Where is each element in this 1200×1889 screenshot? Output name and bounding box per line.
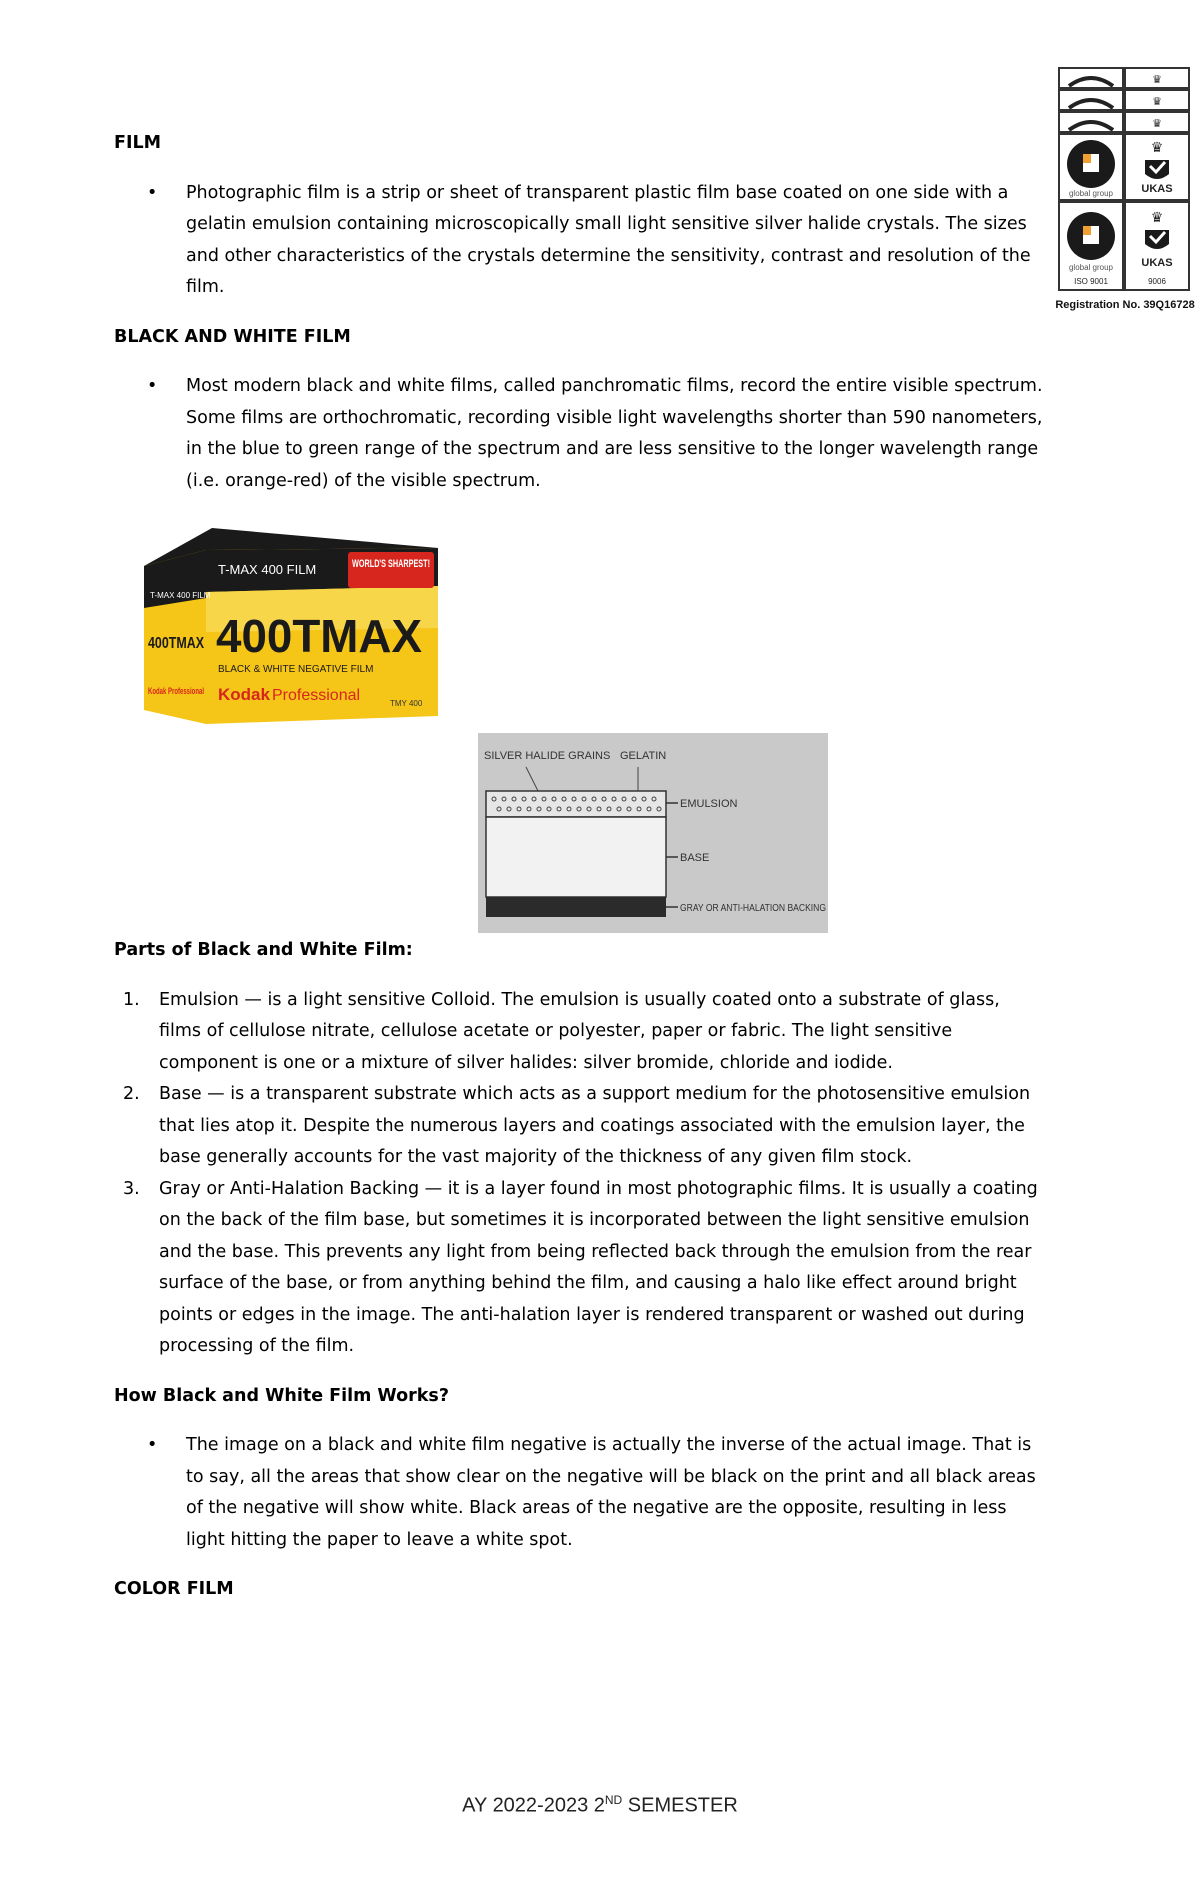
heading-how-it-works: How Black and White Film Works? <box>114 1385 449 1406</box>
how-bullets <box>114 1430 1044 1556</box>
film-bullets <box>114 178 1044 304</box>
list-item <box>114 1079 1044 1174</box>
cert-iso-label: ISO 9001 <box>1074 277 1108 286</box>
heading-film: FILM <box>114 133 162 153</box>
list-item <box>114 371 1044 497</box>
bullet-icon: • <box>147 182 158 203</box>
cert-block-2 <box>1059 202 1189 290</box>
cert-ukas-label-1: UKAS <box>1141 183 1173 195</box>
bullet-icon: • <box>147 1435 158 1455</box>
how-bullet-text: The image on a black and white film negative is actually the inverse of the actual image. That is to say, all the areas that show clear on the negative will be black on the print and all black areas of the negative will show white. Black areas of the negative are the opposite, resulting in less light hitting the paper to leave a white spot. <box>186 1435 1036 1550</box>
svg-text:♛: ♛ <box>1152 74 1162 86</box>
certification-logos <box>1055 68 1195 314</box>
footer-prefix: AY 2022-2023 2 <box>462 1794 605 1817</box>
svg-text:♛: ♛ <box>1150 209 1164 225</box>
svg-text:♛: ♛ <box>1152 118 1162 130</box>
kodak-film-box-image <box>140 528 440 724</box>
footer-suffix: SEMESTER <box>622 1794 738 1817</box>
filmbox-side-kodak: Kodak Professional <box>148 686 204 696</box>
list-number: 3. <box>123 1178 140 1199</box>
list-item <box>114 985 1044 1080</box>
list-number: 1. <box>123 989 140 1010</box>
part-emulsion-text: Emulsion — is a light sensitive Colloid. The emulsion is usually coated onto a substrate of glass, films of cellulose nitrate, cellulose acetate or polyester, paper or fabric. The light sensitive component is one or a mixture of silver halides: silver bromide, chloride and iodide. <box>159 989 1000 1073</box>
film-bullet-text: Photographic film is a strip or sheet of transparent plastic film base coated on one side with a gelatin emulsion containing microscopically small light sensitive silver halide crystals. The sizes and other characteristics of the crystals determine the sensitivity, contrast and resolution of the film. <box>186 182 1031 297</box>
part-backing-text: Gray or Anti-Halation Backing — it is a layer found in most photographic films. It is usually a coating on the back of the film base, but sometimes it is incorporated between the light sensitive emulsion and the base. This prevents any light from being reflected back through the emulsion from the rear surface of the base, or from anything behind the film, and causing a halo like effect around bright points or edges in the image. The anti-halation layer is rendered transparent or washed out during processing of the film. <box>159 1178 1038 1356</box>
cert-row-1 <box>1059 68 1189 88</box>
cert-iso2-label: 9006 <box>1148 277 1166 286</box>
filmbox-badge: WORLD'S SHARPEST! <box>352 558 430 570</box>
cert-row-2 <box>1059 90 1189 110</box>
cert-group-label-1: global group <box>1068 189 1114 198</box>
filmbox-side-brand: 400TMAX <box>148 635 205 652</box>
bw-bullets <box>114 371 1044 497</box>
part-base-text: Base — is a transparent substrate which acts as a support medium for the photosensitive emulsion that lies atop it. Despite the numerous layers and coatings associated with the emulsion layer, the base generally accounts for the vast majority of the thickness of any given film stock. <box>159 1084 1031 1167</box>
filmbox-code: TMY 400 <box>390 699 423 708</box>
diagram-label-backing: GRAY OR ANTI-HALATION BACKING <box>680 903 827 914</box>
list-item <box>114 1174 1044 1363</box>
heading-parts: Parts of Black and White Film: <box>114 940 413 960</box>
svg-text:♛: ♛ <box>1152 96 1162 108</box>
footer-ordinal: ND <box>604 1793 623 1807</box>
film-layers-diagram <box>478 733 828 933</box>
list-item <box>114 178 1044 304</box>
filmbox-top-text: T-MAX 400 FILM <box>218 562 317 577</box>
page-footer <box>0 1793 1200 1818</box>
filmbox-kodak: Kodak <box>218 685 270 704</box>
cert-row-3 <box>1059 112 1189 132</box>
filmbox-professional: Professional <box>272 687 361 704</box>
heading-color-film: COLOR FILM <box>114 1579 234 1599</box>
svg-text:♛: ♛ <box>1150 139 1164 155</box>
diagram-label-gelatin: GELATIN <box>620 750 667 762</box>
filmbox-subtitle: BLACK & WHITE NEGATIVE FILM <box>218 664 374 675</box>
diagram-label-emulsion: EMULSION <box>680 798 738 810</box>
filmbox-brand: 400TMAX <box>216 610 423 662</box>
bullet-icon: • <box>147 376 158 396</box>
bw-bullet-text: Most modern black and white films, called panchromatic films, record the entire visible spectrum. Some films are orthochromatic, recording visible light wavelengths shorter than 590 nanometers, in the blue to green range of the spectrum and are less sensitive to the longer wavelength range (i.e. orange-red) of the visible spectrum. <box>186 376 1043 491</box>
cert-block-1 <box>1059 134 1189 200</box>
heading-bw-film: BLACK AND WHITE FILM <box>114 326 351 347</box>
diagram-label-grains: SILVER HALIDE GRAINS <box>484 750 611 762</box>
filmbox-side-text: T-MAX 400 FILM <box>150 591 211 600</box>
diagram-label-base: BASE <box>680 852 710 864</box>
registration-number: Registration No. 39Q16728 <box>1055 299 1195 311</box>
cert-group-label-2: global group <box>1068 263 1114 272</box>
list-number: 2. <box>123 1084 140 1104</box>
cert-ukas-label-2: UKAS <box>1141 257 1173 269</box>
parts-list <box>114 985 1044 1363</box>
list-item <box>114 1430 1044 1556</box>
